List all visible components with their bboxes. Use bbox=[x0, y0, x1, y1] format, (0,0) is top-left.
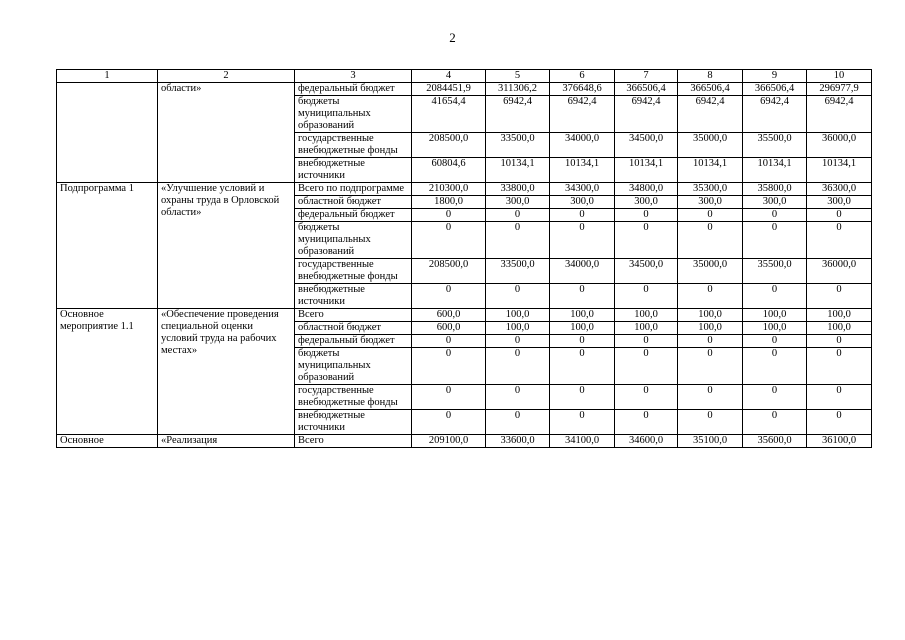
amount-cell: 0 bbox=[678, 385, 743, 410]
amount-cell: 0 bbox=[807, 410, 872, 435]
amount-cell: 100,0 bbox=[550, 309, 615, 322]
program-title-cell: «Обеспечение проведения специальной оценки условий труда на рабочих местах» bbox=[158, 309, 295, 435]
amount-cell: 0 bbox=[615, 385, 678, 410]
funding-source-cell: государственные внебюджетные фонды bbox=[295, 133, 412, 158]
funding-source-cell: внебюджетные источники bbox=[295, 158, 412, 183]
amount-cell: 34600,0 bbox=[615, 435, 678, 448]
funding-source-cell: федеральный бюджет bbox=[295, 83, 412, 96]
amount-cell: 6942,4 bbox=[615, 96, 678, 133]
program-title-cell: «Реализация bbox=[158, 435, 295, 448]
amount-cell: 0 bbox=[550, 385, 615, 410]
funding-source-cell: областной бюджет bbox=[295, 322, 412, 335]
amount-cell: 300,0 bbox=[615, 196, 678, 209]
amount-cell: 0 bbox=[486, 385, 550, 410]
amount-cell: 0 bbox=[807, 348, 872, 385]
amount-cell: 209100,0 bbox=[412, 435, 486, 448]
amount-cell: 0 bbox=[486, 335, 550, 348]
amount-cell: 1800,0 bbox=[412, 196, 486, 209]
amount-cell: 10134,1 bbox=[486, 158, 550, 183]
funding-source-cell: федеральный бюджет bbox=[295, 335, 412, 348]
amount-cell: 100,0 bbox=[807, 309, 872, 322]
amount-cell: 0 bbox=[486, 410, 550, 435]
amount-cell: 0 bbox=[615, 222, 678, 259]
amount-cell: 0 bbox=[678, 209, 743, 222]
program-name-cell: Подпрограмма 1 bbox=[57, 183, 158, 309]
amount-cell: 210300,0 bbox=[412, 183, 486, 196]
amount-cell: 0 bbox=[807, 209, 872, 222]
amount-cell: 0 bbox=[743, 284, 807, 309]
amount-cell: 33600,0 bbox=[486, 435, 550, 448]
amount-cell: 0 bbox=[678, 222, 743, 259]
column-header: 3 bbox=[295, 70, 412, 83]
amount-cell: 100,0 bbox=[486, 322, 550, 335]
amount-cell: 34500,0 bbox=[615, 259, 678, 284]
budget-table bbox=[56, 69, 872, 448]
amount-cell: 0 bbox=[678, 410, 743, 435]
amount-cell: 0 bbox=[615, 410, 678, 435]
amount-cell: 600,0 bbox=[412, 309, 486, 322]
amount-cell: 6942,4 bbox=[550, 96, 615, 133]
amount-cell: 296977,9 bbox=[807, 83, 872, 96]
amount-cell: 35000,0 bbox=[678, 133, 743, 158]
amount-cell: 0 bbox=[678, 348, 743, 385]
amount-cell: 311306,2 bbox=[486, 83, 550, 96]
amount-cell: 35000,0 bbox=[678, 259, 743, 284]
amount-cell: 300,0 bbox=[550, 196, 615, 209]
amount-cell: 300,0 bbox=[486, 196, 550, 209]
amount-cell: 0 bbox=[743, 222, 807, 259]
amount-cell: 33800,0 bbox=[486, 183, 550, 196]
amount-cell: 0 bbox=[743, 335, 807, 348]
amount-cell: 6942,4 bbox=[807, 96, 872, 133]
funding-source-cell: областной бюджет bbox=[295, 196, 412, 209]
column-header: 4 bbox=[412, 70, 486, 83]
column-header: 10 bbox=[807, 70, 872, 83]
amount-cell: 0 bbox=[615, 209, 678, 222]
table-row bbox=[57, 183, 872, 196]
amount-cell: 100,0 bbox=[615, 322, 678, 335]
amount-cell: 34100,0 bbox=[550, 435, 615, 448]
funding-source-cell: внебюджетные источники bbox=[295, 284, 412, 309]
amount-cell: 35500,0 bbox=[743, 259, 807, 284]
amount-cell: 6942,4 bbox=[486, 96, 550, 133]
amount-cell: 0 bbox=[807, 385, 872, 410]
amount-cell: 2084451,9 bbox=[412, 83, 486, 96]
amount-cell: 10134,1 bbox=[807, 158, 872, 183]
amount-cell: 35600,0 bbox=[743, 435, 807, 448]
amount-cell: 0 bbox=[615, 335, 678, 348]
amount-cell: 0 bbox=[615, 348, 678, 385]
column-header: 6 bbox=[550, 70, 615, 83]
funding-source-cell: бюджеты муниципальных образований bbox=[295, 96, 412, 133]
amount-cell: 60804,6 bbox=[412, 158, 486, 183]
amount-cell: 0 bbox=[486, 222, 550, 259]
amount-cell: 0 bbox=[807, 222, 872, 259]
funding-source-cell: Всего по подпрограмме bbox=[295, 183, 412, 196]
column-header: 8 bbox=[678, 70, 743, 83]
amount-cell: 0 bbox=[486, 348, 550, 385]
funding-source-cell: бюджеты муниципальных образований bbox=[295, 348, 412, 385]
amount-cell: 0 bbox=[743, 410, 807, 435]
amount-cell: 100,0 bbox=[807, 322, 872, 335]
program-name-cell: Основное bbox=[57, 435, 158, 448]
amount-cell: 0 bbox=[412, 284, 486, 309]
amount-cell: 34000,0 bbox=[550, 259, 615, 284]
amount-cell: 366506,4 bbox=[743, 83, 807, 96]
funding-source-cell: государственные внебюджетные фонды bbox=[295, 259, 412, 284]
amount-cell: 34300,0 bbox=[550, 183, 615, 196]
amount-cell: 600,0 bbox=[412, 322, 486, 335]
funding-source-cell: государственные внебюджетные фонды bbox=[295, 385, 412, 410]
amount-cell: 0 bbox=[412, 222, 486, 259]
table-body bbox=[57, 83, 872, 448]
column-header: 5 bbox=[486, 70, 550, 83]
program-title-cell: «Улучшение условий и охраны труда в Орловской области» bbox=[158, 183, 295, 309]
program-name-cell: Основное мероприятие 1.1 bbox=[57, 309, 158, 435]
column-header: 7 bbox=[615, 70, 678, 83]
page-number: 2 bbox=[449, 30, 456, 45]
amount-cell: 0 bbox=[550, 222, 615, 259]
amount-cell: 0 bbox=[807, 335, 872, 348]
amount-cell: 36300,0 bbox=[807, 183, 872, 196]
amount-cell: 10134,1 bbox=[615, 158, 678, 183]
amount-cell: 34500,0 bbox=[615, 133, 678, 158]
amount-cell: 10134,1 bbox=[743, 158, 807, 183]
amount-cell: 0 bbox=[486, 284, 550, 309]
amount-cell: 100,0 bbox=[615, 309, 678, 322]
amount-cell: 36000,0 bbox=[807, 259, 872, 284]
amount-cell: 36000,0 bbox=[807, 133, 872, 158]
amount-cell: 34000,0 bbox=[550, 133, 615, 158]
amount-cell: 208500,0 bbox=[412, 133, 486, 158]
amount-cell: 0 bbox=[412, 348, 486, 385]
amount-cell: 35300,0 bbox=[678, 183, 743, 196]
table-row bbox=[57, 83, 872, 96]
table-row bbox=[57, 435, 872, 448]
amount-cell: 0 bbox=[678, 284, 743, 309]
amount-cell: 33500,0 bbox=[486, 259, 550, 284]
amount-cell: 0 bbox=[615, 284, 678, 309]
amount-cell: 10134,1 bbox=[678, 158, 743, 183]
amount-cell: 376648,6 bbox=[550, 83, 615, 96]
amount-cell: 0 bbox=[486, 209, 550, 222]
amount-cell: 0 bbox=[412, 385, 486, 410]
amount-cell: 0 bbox=[678, 335, 743, 348]
amount-cell: 0 bbox=[743, 348, 807, 385]
funding-source-cell: федеральный бюджет bbox=[295, 209, 412, 222]
amount-cell: 0 bbox=[743, 385, 807, 410]
amount-cell: 35500,0 bbox=[743, 133, 807, 158]
amount-cell: 34800,0 bbox=[615, 183, 678, 196]
amount-cell: 100,0 bbox=[743, 309, 807, 322]
amount-cell: 36100,0 bbox=[807, 435, 872, 448]
funding-source-cell: бюджеты муниципальных образований bbox=[295, 222, 412, 259]
amount-cell: 0 bbox=[550, 410, 615, 435]
amount-cell: 0 bbox=[807, 284, 872, 309]
header-row bbox=[57, 70, 872, 83]
program-title-cell: области» bbox=[158, 83, 295, 183]
amount-cell: 366506,4 bbox=[678, 83, 743, 96]
amount-cell: 6942,4 bbox=[743, 96, 807, 133]
amount-cell: 300,0 bbox=[678, 196, 743, 209]
amount-cell: 0 bbox=[412, 410, 486, 435]
amount-cell: 100,0 bbox=[550, 322, 615, 335]
amount-cell: 100,0 bbox=[678, 309, 743, 322]
amount-cell: 35800,0 bbox=[743, 183, 807, 196]
amount-cell: 0 bbox=[550, 209, 615, 222]
funding-source-cell: Всего bbox=[295, 309, 412, 322]
amount-cell: 0 bbox=[412, 209, 486, 222]
column-header: 9 bbox=[743, 70, 807, 83]
funding-source-cell: внебюджетные источники bbox=[295, 410, 412, 435]
table-row bbox=[57, 309, 872, 322]
column-header: 2 bbox=[158, 70, 295, 83]
amount-cell: 208500,0 bbox=[412, 259, 486, 284]
amount-cell: 100,0 bbox=[486, 309, 550, 322]
funding-source-cell: Всего bbox=[295, 435, 412, 448]
amount-cell: 100,0 bbox=[678, 322, 743, 335]
amount-cell: 0 bbox=[550, 335, 615, 348]
column-header: 1 bbox=[57, 70, 158, 83]
amount-cell: 41654,4 bbox=[412, 96, 486, 133]
amount-cell: 0 bbox=[550, 348, 615, 385]
amount-cell: 0 bbox=[412, 335, 486, 348]
amount-cell: 366506,4 bbox=[615, 83, 678, 96]
amount-cell: 300,0 bbox=[743, 196, 807, 209]
amount-cell: 35100,0 bbox=[678, 435, 743, 448]
amount-cell: 33500,0 bbox=[486, 133, 550, 158]
amount-cell: 0 bbox=[743, 209, 807, 222]
amount-cell: 10134,1 bbox=[550, 158, 615, 183]
amount-cell: 6942,4 bbox=[678, 96, 743, 133]
amount-cell: 100,0 bbox=[743, 322, 807, 335]
amount-cell: 300,0 bbox=[807, 196, 872, 209]
amount-cell: 0 bbox=[550, 284, 615, 309]
program-name-cell bbox=[57, 83, 158, 183]
